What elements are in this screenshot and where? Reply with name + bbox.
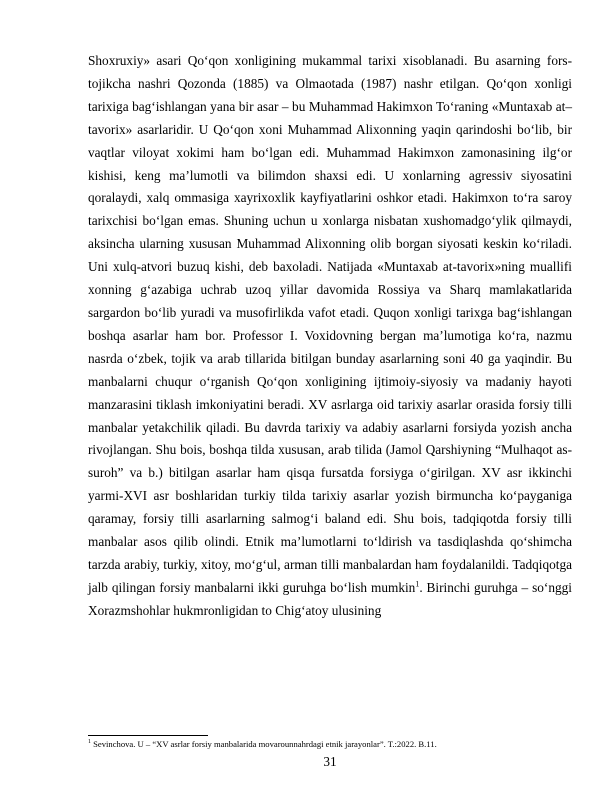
footnote-text: Sevinchova. U – “XV asrlar forsiy manbalarida movarounnahrdagi etnik jarayonlar”. T.:2022. B.11. (91, 739, 437, 749)
page-number: 31 (323, 754, 337, 769)
footnote (88, 739, 572, 750)
body-text: Shoxruxiy» asari Qo‘qon xonligining mukammal tarixi xisoblanadi. Bu asarning fors-tojikcha nashri Qozonda (1885) va Olmaotada (1987) nashr etilgan. Qo‘qon xonligi tarixiga bag‘ishlangan yana bir asar – bu Muhammad Hakimxon To‘raning «Muntaxab at–tavorix» asarlaridir. U Qo‘qon xoni Muhammad Alixonning yaqin qarindoshi bo‘lib, bir vaqtlar viloyat xokimi ham bo‘lgan edi. Muhammad Hakimxon zamonasining ilg‘or kishisi, keng ma’lumotli va bilimdon shaxsi edi. U xonlarning agressiv siyosatini qoralaydi, xalq ommasiga xayrixoxlik kayfiyatlarini oshkor etadi. Hakimxon to‘ra saroy tarixchisi bo‘lgan emas. Shuning uchun u xonlarga nisbatan xushomadgo‘ylik qilmaydi, aksincha ularning xususan Muhammad Alixonning olib borgan siyosati keskin ko‘riladi. Uni xulq-atvori buzuq kishi, deb baxoladi. Natijada «Muntaxab at-tavorix»ning muallifi xonning g‘azabiga uchrab uzoq yillar davomida Rossiya va Sharq mamlakatlarida sargardon bo‘lib yuradi va musofirlikda vafot etadi. Quqon xonligi tarixga bag‘ishlangan boshqa asarlar ham bor. Professor I. Voxidovning bergan ma’lumotiga ko‘ra, nazmu nasrda o‘zbek, tojik va arab tillarida bitilgan bunday asarlarning soni 40 ga yaqindir. Bu manbalarni chuqur o‘rganish Qo‘qon xonligining ijtimoiy-siyosiy va madaniy hayoti manzarasini tiklash imkoniyatini beradi. XV asrlarga oid tarixiy asarlar orasida forsiy tilli manbalar yetakchilik qiladi. Bu davrda tarixiy va adabiy asarlarni forsiyda yozish ancha rivojlangan. Shu bois, boshqa tilda xususan, arab tilida (Jamol Qarshiyning “Mulhaqot as-suroh” va b.) bitilgan asarlar ham qisqa fursatda forsiyga o‘girilgan. XV asr ikkinchi yarmi-XVI asr boshlaridan turkiy tilda tarixiy asarlar yozish birmuncha ko‘payganiga qaramay, forsiy tilli asarlarning salmog‘i baland edi. Shu bois, tadqiqotda forsiy tilli manbalar asos qilib olindi. Etnik ma’lumotlarni to‘ldirish va tasdiqlashda qo‘shimcha tarzda arabiy, turkiy, xitoy, mo‘g‘ul, arman tilli manbalardan ham foydalanildi. Tadqiqotga jalb qilingan forsiy manbalarni ikki guruhga bo‘lish mumkin (88, 53, 572, 595)
body-paragraph (88, 50, 572, 623)
footnote-marker: 1 (88, 739, 91, 746)
body-text-continued: . Birinchi guruhga – so‘nggi Xorazmshohlar hukmronligidan to Chig‘atoy ulusining (88, 579, 573, 618)
footnote-reference: 1 (415, 579, 420, 589)
footnote-separator (88, 735, 208, 736)
